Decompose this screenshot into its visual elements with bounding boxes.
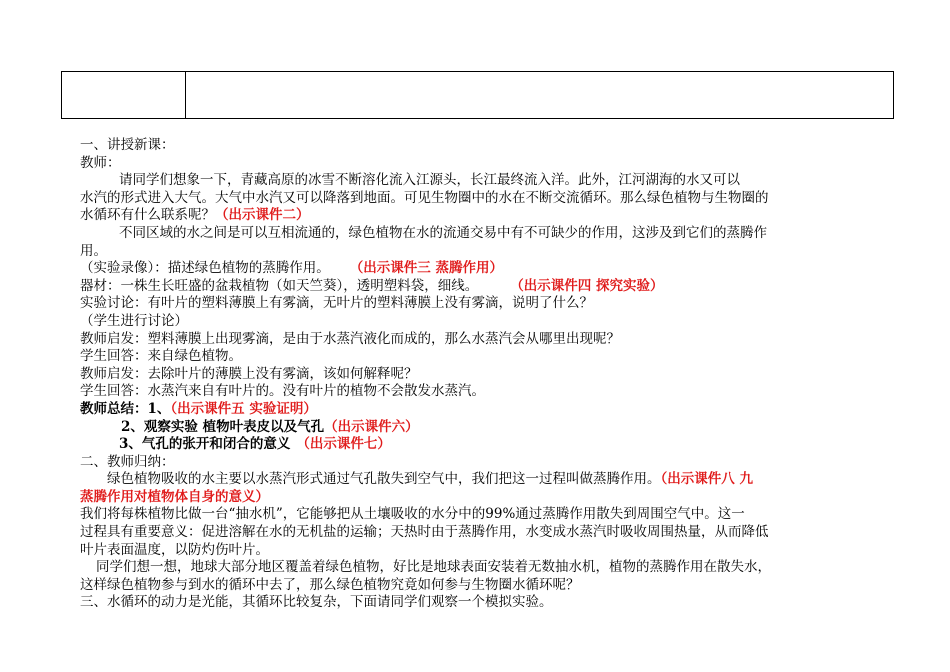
paragraph-line (80, 207, 880, 225)
courseware-note: （出示课件八 九 (660, 471, 753, 488)
courseware-note: （出示课件四 探究实验） (510, 277, 664, 294)
courseware-note: （出示课件二） (215, 207, 310, 224)
equipment-text: 器材：一株生长旺盛的盆栽植物（如天竺葵），透明塑料袋，细线。 (80, 277, 479, 294)
courseware-note: （出示课件三 蒸腾作用） (349, 260, 503, 277)
closing-line: 同学们想一想，地球大部分地区覆盖着绿色植物，好比是地球表面安装着无数抽水机，植物的蒸腾作用在散失水， (96, 559, 771, 576)
courseware-note: 蒸腾作用对植物体自身的意义） (80, 488, 269, 505)
table-cell-divider (185, 72, 186, 118)
header-table (61, 71, 894, 119)
dialogue-line: 教师启发：去除叶片的薄膜上没有雾滴，该如何解释呢？ (80, 365, 418, 382)
video-text: （实验录像）：描述绿色植物的蒸腾作用。 (80, 260, 330, 277)
paragraph-line: 用。 (80, 242, 107, 259)
conclusion-line: 叶片表面温度，以防灼伤叶片。 (80, 541, 269, 558)
lesson-document (80, 137, 880, 612)
dialogue-line: 学生回答：来自绿色植物。 (80, 348, 242, 365)
conclusion-text: 绿色植物吸收的水主要以水蒸汽形式通过气孔散失到空气中，我们把这一过程叫做蒸腾作用。 (107, 471, 661, 488)
paragraph-text: 水循环有什么联系呢？ (80, 207, 215, 224)
conclusion-line (80, 471, 880, 489)
conclusion-line: 我们将每株植物比做一台“抽水机”，它能够把从土壤吸收的水分中的99%通过蒸腾作用散失到周围空气中。这一 (80, 506, 745, 523)
paragraph-line: 水汽的形式进入大气。大气中水汽又可以降落到地面。可见生物圈中的水在不断交流循环。那么绿色植物与生物圈的 (80, 189, 769, 206)
courseware-note: （出示课件五 实验证明） (170, 400, 317, 417)
summary-line (80, 419, 880, 437)
section-heading: 三、水循环的动力是光能，其循环比较复杂，下面请同学们观察一个模拟实验。 (80, 594, 553, 611)
dialogue-line: 教师启发：塑料薄膜上出现雾滴，是由于水蒸汽液化而成的，那么水蒸汽会从哪里出现呢？ (80, 330, 620, 347)
equipment-line (80, 278, 880, 296)
section-heading: 二、教师归纳： (80, 453, 175, 470)
discussion-line: 实验讨论：有叶片的塑料薄膜上有雾滴，无叶片的塑料薄膜上没有雾滴，说明了什么？ (80, 295, 593, 312)
dialogue-line: 学生回答：水蒸汽来自有叶片的。没有叶片的植物不会散发水蒸汽。 (80, 383, 485, 400)
courseware-note: （出示课件六） (324, 418, 419, 435)
summary-item: 2、观察实验 植物叶表皮以及气孔 (121, 418, 325, 435)
closing-line: 这样绿色植物参与到水的循环中去了，那么绿色植物究竟如何参与生物圈水循环呢？ (80, 576, 580, 593)
video-line (80, 260, 880, 278)
courseware-note: （出示课件七） (296, 436, 391, 453)
speaker-label: 教师： (80, 154, 121, 171)
section-heading: 一、讲授新课： (80, 137, 175, 153)
conclusion-line: 过程具有重要意义：促进溶解在水的无机盐的运输；天热时由于蒸腾作用，水变成水蒸汽时吸收周围热量，从而降低 (80, 524, 769, 541)
paragraph-line: 请同学们想象一下，青藏高原的冰雪不断溶化流入江源头，长江最终流入洋。此外，江河湖海的水又可以 (119, 172, 740, 189)
summary-label: 教师总结：1、 (80, 400, 171, 417)
summary-item: 3、气孔的张开和闭合的意义 (119, 436, 291, 453)
summary-line (80, 436, 880, 454)
paragraph-line: 不同区域的水之间是可以互相流通的，绿色植物在水的流通交易中有不可缺少的作用，这涉及到它们的蒸腾作 (119, 224, 767, 241)
summary-line (80, 401, 880, 419)
conclusion-line (80, 489, 880, 507)
discussion-line: （学生进行讨论） (80, 312, 188, 329)
